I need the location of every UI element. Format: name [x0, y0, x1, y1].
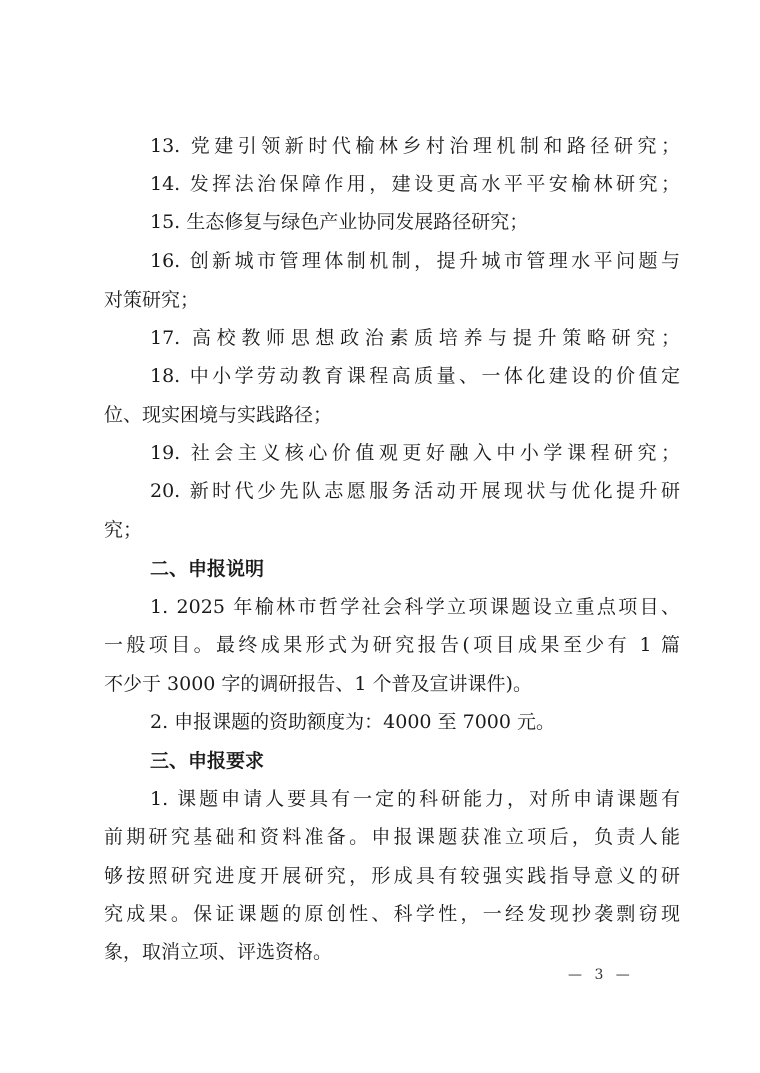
paragraph-line: 2. 申报课题的资助额度为：4000 至 7000 元。 — [150, 711, 555, 733]
paragraph-line: 前期研究基础和资料准备。申报课题获准立项后，负责人能 — [104, 826, 680, 848]
paragraph-line: 1. 2025 年榆林市哲学社会科学立项课题设立重点项目、 — [150, 596, 680, 618]
paragraph-line: 究成果。保证课题的原创性、科学性，一经发现抄袭剽窃现 — [104, 903, 680, 925]
list-item-20-cont: 究； — [104, 519, 143, 541]
list-item-14: 14. 发挥法治保障作用，建设更高水平平安榆林研究； — [150, 173, 680, 195]
paragraph-line: 够按照研究进度开展研究，形成具有较强实践指导意义的研 — [104, 865, 680, 887]
list-item-16: 16. 创新城市管理体制机制，提升城市管理水平问题与 — [150, 250, 680, 272]
paragraph-line: 一般项目。最终成果形式为研究报告(项目成果至少有 1 篇 — [104, 634, 680, 656]
paragraph-line: 不少于 3000 字的调研报告、1 个普及宣讲课件)。 — [104, 673, 532, 695]
section-heading-declaration-notes: 二、申报说明 — [150, 558, 265, 580]
list-item-18-cont: 位、现实困境与实践路径； — [104, 404, 333, 426]
list-item-15: 15. 生态修复与绿色产业协同发展路径研究； — [150, 211, 529, 233]
paragraph-line: 1. 课题申请人要具有一定的科研能力，对所申请课题有 — [150, 788, 680, 810]
list-item-19: 19. 社会主义核心价值观更好融入中小学课程研究； — [150, 442, 680, 464]
list-item-20: 20. 新时代少先队志愿服务活动开展现状与优化提升研 — [150, 480, 680, 502]
page-number: — 3 — — [568, 967, 634, 983]
section-heading-declaration-requirements: 三、申报要求 — [150, 750, 265, 772]
list-item-13: 13. 党建引领新时代榆林乡村治理机制和路径研究； — [150, 135, 680, 157]
list-item-16-cont: 对策研究； — [104, 289, 200, 311]
list-item-18: 18. 中小学劳动教育课程高质量、一体化建设的价值定 — [150, 365, 680, 387]
paragraph-line: 象，取消立项、评选资格。 — [104, 941, 333, 963]
list-item-17: 17. 高校教师思想政治素质培养与提升策略研究； — [150, 327, 680, 349]
